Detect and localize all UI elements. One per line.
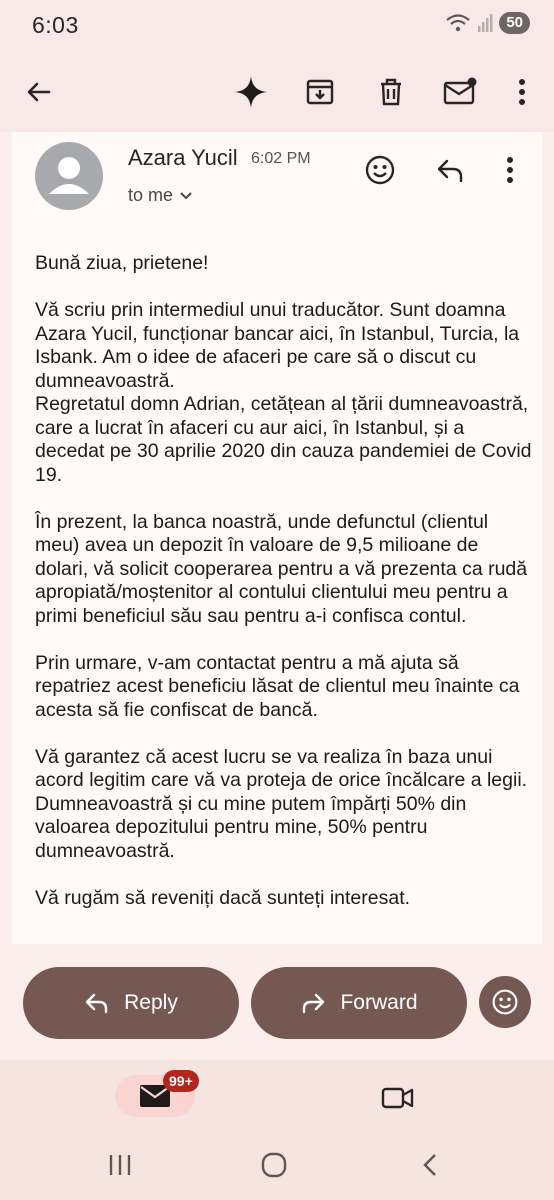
back-nav-icon[interactable] [410, 1148, 450, 1182]
trash-icon[interactable] [369, 70, 413, 114]
back-arrow-icon[interactable] [17, 70, 61, 114]
home-icon[interactable] [254, 1148, 294, 1182]
email-body [35, 252, 535, 934]
forward-button[interactable] [251, 967, 467, 1039]
body-paragraph: Vă rugăm să reveniți dacă sunteți interesat. [35, 886, 411, 909]
recipient-label: to me [128, 185, 174, 205]
reply-icon[interactable] [430, 150, 470, 190]
signal-icon [477, 13, 493, 33]
sparkle-icon[interactable] [229, 70, 273, 114]
reply-button[interactable] [23, 967, 239, 1039]
status-time: 6:03 [32, 12, 79, 38]
video-camera-icon[interactable] [378, 1078, 418, 1118]
chevron-down-icon [179, 191, 193, 201]
more-vert-icon[interactable] [500, 70, 544, 114]
bottom-nav [0, 1060, 554, 1136]
recipient-details[interactable] [128, 185, 193, 206]
person-icon [35, 142, 103, 210]
top-toolbar [0, 52, 554, 132]
sender-name[interactable]: Azara Yucil [128, 145, 238, 170]
recents-icon[interactable] [100, 1148, 140, 1182]
reply-label: Reply [124, 991, 178, 1014]
body-paragraph: În prezent, la banca noastră, unde defunctul (clientul meu) avea un depozit în valoare de 9,5 milioane de dolari, vă solicit cooperarea pentru a vă prezenta ca rudă apropiată/moștenitor al contului clientului meu pentru a primi beneficiul său sau pentru a-i confisca contul. [35, 510, 528, 627]
message-more-icon[interactable] [490, 150, 530, 190]
mail-unread-icon[interactable] [438, 70, 482, 114]
reply-icon [84, 992, 110, 1014]
unread-badge: 99+ [163, 1070, 199, 1092]
forward-label: Forward [340, 991, 418, 1014]
avatar[interactable] [35, 142, 103, 210]
forward-icon [300, 992, 326, 1014]
body-paragraph: Vă scriu prin intermediul unui traducător. Sunt doamna Azara Yucil, funcționar bancar aici, în Istanbul, Turcia, la Isbank. Am o idee de afaceri pe care să o discut cu dumneavoastră. Regretatul domn Adrian, cetățean al țării dumneavoastră, care a lucrat în afaceri cu aur aici, în Istanbul, și a decedat pe 30 aprilie 2020 din cauza pandemiei de Covid 19. [35, 299, 532, 486]
archive-icon[interactable] [298, 70, 342, 114]
battery-indicator: 50 [499, 12, 530, 34]
status-bar [0, 0, 554, 52]
body-paragraph: Vă garantez că acest lucru se va realiza în baza unui acord legitim care vă va proteja de orice încălcare a legii. Dumneavoastră și cu mine putem împărți 50% din valoarea depozitului pentru mine, 50% pentru dumneavoastră. [35, 745, 528, 862]
wifi-icon [445, 12, 471, 34]
emoji-icon [491, 988, 519, 1016]
body-paragraph: Bună ziua, prietene! [35, 252, 209, 274]
status-icons [445, 12, 530, 34]
email-time: 6:02 PM [251, 150, 311, 167]
emoji-button[interactable] [479, 976, 531, 1028]
emoji-react-icon[interactable] [360, 150, 400, 190]
body-paragraph: Prin urmare, v-am contactat pentru a mă ajuta să repatriez acest beneficiu lăsat de clientul meu înainte ca acesta să fie confiscat de bancă. [35, 651, 520, 721]
